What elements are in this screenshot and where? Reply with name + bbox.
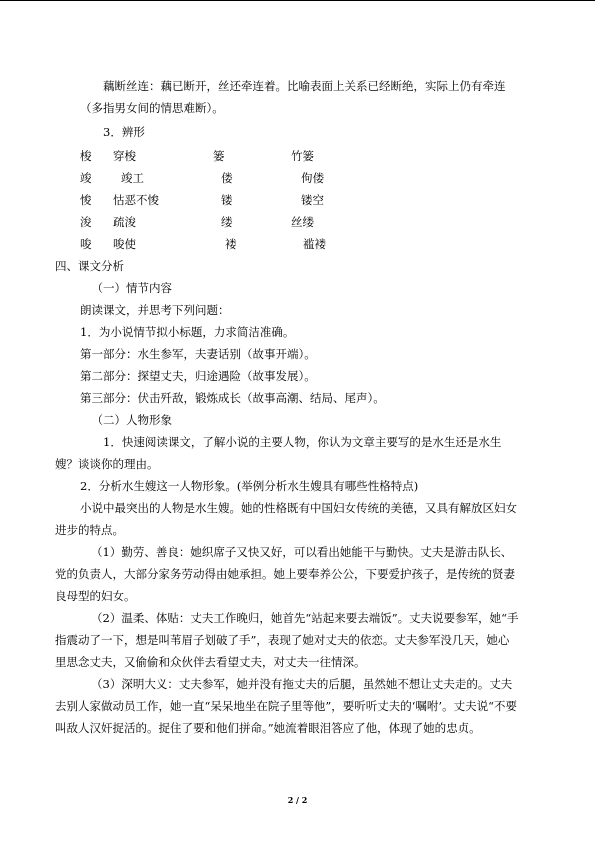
char-cell: 梭 [80, 149, 92, 163]
plot-part-2: 第二部分：探望丈夫，归途遇险（故事发展）。 [80, 369, 316, 383]
paragraph-ouduansilian: 藕断丝连：藕已断开，丝还牵连着。比喻表面上关系已经断绝，实际上仍有牵连（多指男女间的情思难断）。 [80, 79, 506, 115]
bianxing-row [80, 211, 520, 233]
trait-gentle: （2）温柔、体贴：丈夫工作晚归，她首先“站起来要去端饭”。丈夫说要参军，她“手指震动了一下，想是叫苇眉子划破了手”，表现了她对丈夫的依恋。丈夫参军没几天，她心里思念丈夫，又偷偷和众伙伴去看望丈夫，对丈夫一往情深。 [55, 611, 519, 669]
char-cell: 镂 [221, 193, 233, 207]
char-cell: 浚 [80, 215, 92, 229]
trait-righteous: （3）深明大义：丈夫参军，她并没有拖丈夫的后腿，虽然她不想让丈夫走的。丈夫去别人家做动员工作，她一直“呆呆地坐在院子里等他”，要听听丈夫的‘嘱咐’。丈夫说“不要叫敌人汉奸捉活的。捉住了要和他们拼命。”她流着眼泪答应了他，体现了她的忠贞。 [55, 677, 517, 735]
bianxing-row [80, 233, 520, 255]
plot-part-1: 第一部分：水生参军，夫妻话别（故事开端）。 [80, 347, 316, 361]
document-body [55, 75, 520, 739]
char-cell: 篓 [213, 149, 225, 163]
char-cell: 褛 [225, 237, 237, 251]
subsection-characters: （二）人物形象 [91, 413, 172, 427]
word-cell: 佝偻 [301, 171, 324, 185]
char-cell: 悛 [80, 193, 92, 207]
section-heading-analysis: 四、课文分析 [55, 259, 124, 273]
word-cell: 唆使 [113, 237, 136, 251]
bianxing-row [80, 189, 520, 211]
paragraph-main-character: 小说中最突出的人物是水生嫂。她的性格既有中国妇女传统的美德，又具有解放区妇女进步的特点。 [55, 501, 517, 537]
char-cell: 唆 [80, 237, 92, 251]
bianxing-table [80, 145, 520, 255]
trait-diligent: （1）勤劳、善良：她织席子又快又好，可以看出她能干与勤快。丈夫是游击队长、党的负责人，大部分家务劳动得由她承担。她上要奉养公公，下要爱护孩子，是传统的贤妻良母型的妇女。 [55, 545, 515, 603]
word-cell: 竣工 [121, 171, 144, 185]
bianxing-row [80, 145, 520, 167]
word-cell: 褴褛 [303, 237, 326, 251]
character-question-1: 1．快速阅读课文，了解小说的主要人物，你认为文章主要写的是水生还是水生嫂？谈谈你的理由。 [55, 435, 502, 471]
heading-bianxing: 3．辨形 [103, 125, 145, 139]
word-cell: 疏浚 [113, 215, 136, 229]
word-cell: 镂空 [301, 193, 324, 207]
paragraph-read-text: 朗读课文，并思考下列问题： [80, 303, 230, 317]
top-rule [0, 0, 595, 1]
page-number: 2 / 2 [287, 795, 308, 805]
subsection-plot: （一）情节内容 [91, 281, 172, 295]
question-1: 1．为小说情节拟小标题，力求简洁准确。 [80, 325, 295, 339]
char-cell: 缕 [221, 215, 233, 229]
char-cell: 偻 [221, 171, 233, 185]
word-cell: 竹篓 [291, 149, 314, 163]
character-question-2: 2．分析水生嫂这一人物形象。(举例分析水生嫂具有哪些性格特点) [80, 479, 419, 493]
word-cell: 穿梭 [113, 149, 136, 163]
char-cell: 竣 [80, 171, 92, 185]
plot-part-3: 第三部分：伏击歼敌，锻炼成长（故事高潮、结局、尾声）。 [80, 391, 385, 405]
word-cell: 怙恶不悛 [113, 193, 159, 207]
word-cell: 丝缕 [291, 215, 314, 229]
bianxing-row [80, 167, 520, 189]
